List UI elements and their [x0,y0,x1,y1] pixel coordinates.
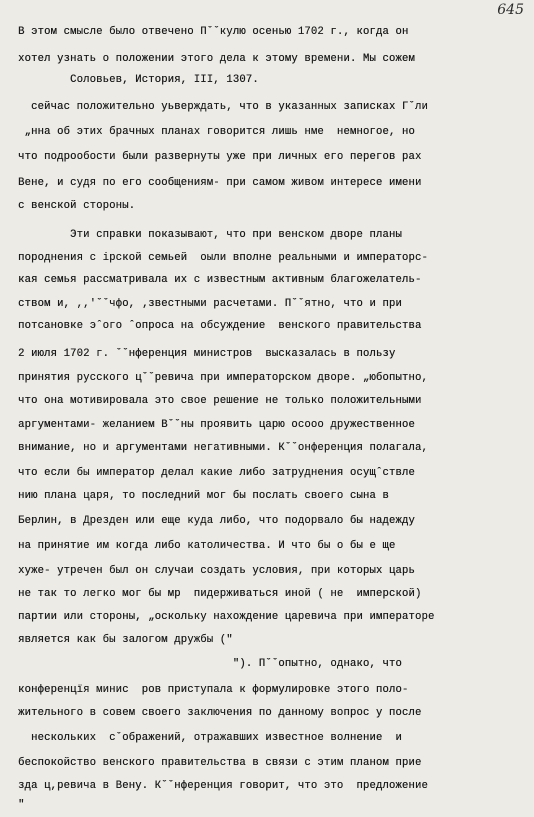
text-line: Соловьев, История, III, 1307. [18,74,259,86]
text-line: „нна об этих брачных планах говорится лишь нме немногое, но [18,126,415,138]
text-line: хотел узнать о положении этого дела к этому времени. Мы сожем [18,53,415,65]
text-line: кая семья рассматривала их с известным активным благожелатель- [18,274,422,286]
text-line: с венской стороны. [18,200,136,212]
text-line: породнения с ірской семьей оыли вполне реальными и императорс- [18,252,428,264]
text-line: не так то легко мог бы мр пидерживаться иной ( не имперской) [18,588,422,600]
page-number: 645 [497,2,524,18]
text-line: зда ц,ревича в Вену. Кˇˇнференция говорит, что это предложение [18,780,428,792]
text-line: является как бы залогом дружбы (" [18,634,233,646]
text-line: В этом смысле было отвечено Пˇˇкулю осенью 1702 г., когда он [18,26,409,38]
text-line: принятия русского цˇˇревича при императорском дворе. „юбопытно, [18,372,428,384]
text-line: Берлин, в Дрезден или еще куда либо, что подорвало бы надежду [18,515,415,527]
text-line: "). Пˇˇопытно, однако, что [18,658,402,670]
text-line: нескольких сˇображений, отражавших известное волнение и [18,732,402,744]
text-line: внимание, но и аргументами негативными. Кˇˇонференция полагала, [18,442,428,454]
text-line: потсановке эˆого ˆопроса на обсуждение венского правительства [18,320,422,332]
text-line: " [18,799,25,811]
text-line: что если бы император делал какие либо затруднения осущˆствле [18,467,415,479]
text-line: беспокойство венского правительства в связи с этим планом прие [18,757,422,769]
text-line: Эти справки показывают, что при венском дворе планы [18,229,402,241]
text-line: Вене, и судя по его сообщениям- при самом живом интересе имени [18,177,422,189]
text-line: что подрообости были развернуты уже при личных его перегов рах [18,151,422,163]
text-line: хуже- утречен был он случаи создать условия, при которых царь [18,565,415,577]
text-line: на принятие им когда либо католичества. И что бы о бы е ще [18,540,396,552]
text-line: 2 июля 1702 г. ˇˇнференция министров высказалась в пользу [18,348,396,360]
text-line: сейчас положительно уьверждать, что в указанных записках Гˇли [18,101,428,113]
text-line: аргументами- желанием Вˇˇны проявить царю осооо дружественное [18,419,415,431]
text-line: партии или стороны, „оскольку нахождение царевича при императоре [18,611,435,623]
text-line: нию плана царя, то последний мог бы послать своего сына в [18,490,389,502]
text-line: жительного в совем своего заключения по данному вопрос у после [18,707,422,719]
text-line: ством и, ,,′ˇˇчфо, ‚звестными расчетами. Пˇˇятно, что и при [18,298,402,310]
text-line: что она мотивировала это свое решение не только положительными [18,395,422,407]
text-line: конференцїя минис ров приступала к формулировке этого поло- [18,684,409,696]
